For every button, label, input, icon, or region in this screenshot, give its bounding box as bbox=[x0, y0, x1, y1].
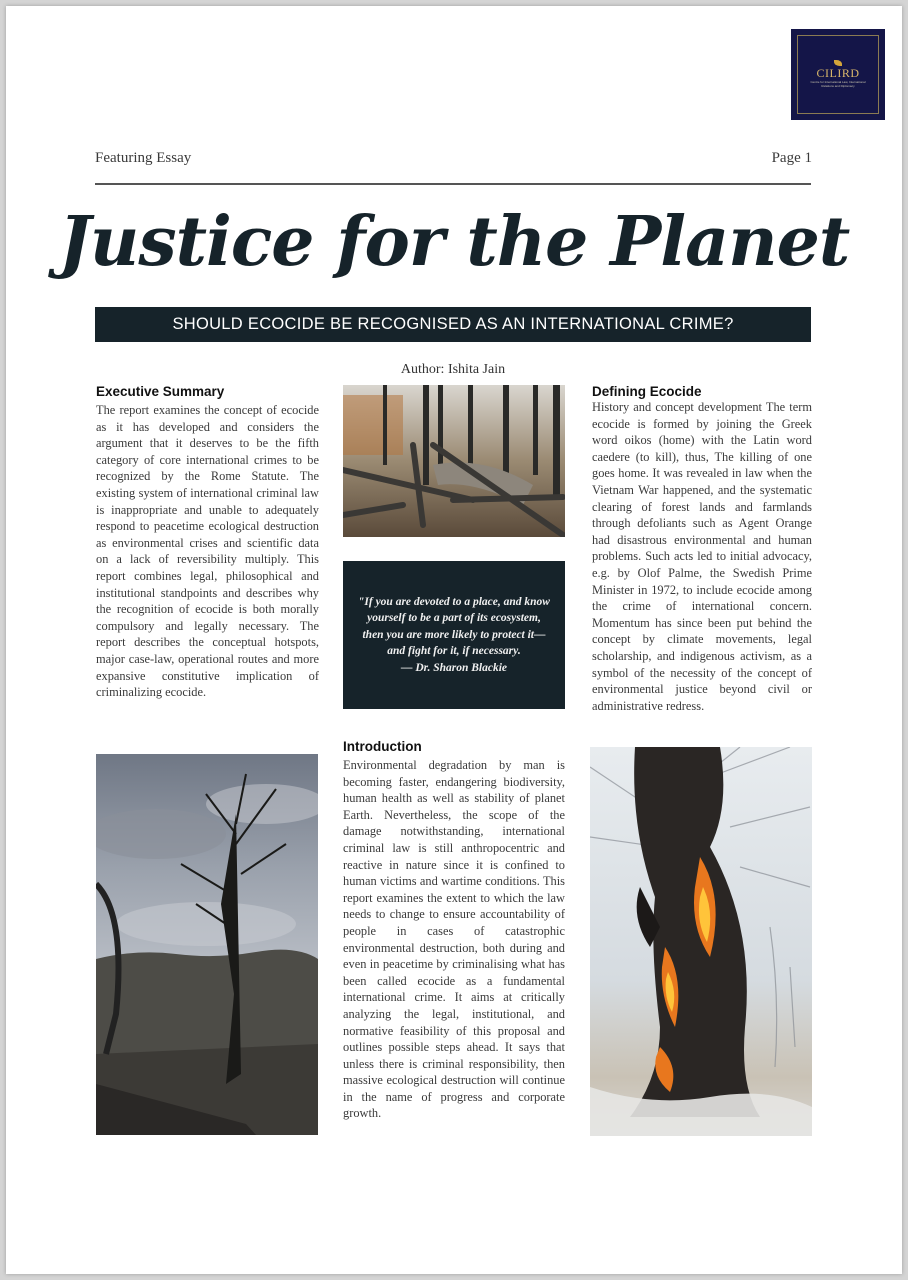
quote-text: "If you are devoted to a place, and know yourself to be a part of its ecosystem, then you are more likely to protect it—and fight for it, if necessary. bbox=[358, 595, 550, 658]
section-label: Featuring Essay bbox=[95, 150, 192, 166]
introduction-heading: Introduction bbox=[343, 739, 422, 754]
introduction-section bbox=[343, 739, 565, 1122]
cilird-logo bbox=[791, 29, 885, 120]
author-line: Author: Ishita Jain bbox=[400, 362, 506, 377]
logo-name: CILIRD bbox=[816, 66, 860, 81]
executive-summary-text: The report examines the concept of ecocide as it has developed and considers the argument that it deserves to be the fifth category of core international crimes to be recognized by the Rome Statute. The existing system of international criminal law is inappropriate and unable to adequately respond to peacetime ecological destruction as environmental crises and scientific data on a lack of reversibility multiply. This report combines legal, philosophical and institutional standpoints and describes why the recognition of ecocide is both morally compulsory and legally necessary. The report describes the conceptual hotspots, major case-law, operational routes and more expansive constitutive implication of criminalizing ecocide. bbox=[96, 403, 319, 700]
header-divider bbox=[95, 183, 811, 185]
logo-subtitle: Centre for International Law, International Relations and Diplomacy bbox=[810, 80, 866, 88]
logo-frame bbox=[797, 35, 879, 114]
pull-quote bbox=[343, 561, 565, 709]
introduction-text: Environmental degradation by man is becoming faster, endangering biodiversity, human health as well as stability of planet Earth. Nevertheless, the scope of the damage notwithstanding, international criminal law is still anthropocentric and reactive in nature since it is confined to human victims and wartime conditions. This report examines the extent to which the law needs to change to ensure accountability of people in cases of catastrophic environmental destruction, both during and even in peacetime by criminalising what has been called ecocide as a fundamental international crime. It aims at critically analyzing the legal, institutional, and normative feasibility of this proposal and outlines possible steps ahead. It says that unless there is criminal responsibility, then massive ecological destruction will continue in the name of progress and corporate growth. bbox=[343, 758, 565, 1121]
dead-tree-photo bbox=[96, 754, 318, 1135]
executive-summary-section bbox=[96, 384, 319, 701]
defining-ecocide-heading: Defining Ecocide bbox=[592, 384, 702, 399]
document-page bbox=[6, 6, 902, 1274]
defining-ecocide-section bbox=[592, 384, 812, 714]
page-number: Page 1 bbox=[771, 150, 812, 166]
fallen-forest-photo bbox=[343, 385, 565, 537]
burning-tree-photo bbox=[590, 747, 812, 1136]
defining-ecocide-text: History and concept development The term ecocide is formed by joining the Greek word oikos (home) with the Latin word caedere (to kill), thus, The killing of one goes home. It was revealed in law when the Vietnam War happened, and the systematic clearing of forest lands and farmlands through defoliants such as Agent Orange had disastrous environmental and human problems. Such acts led to initial advocacy, e.g. by Olof Palme, the Swedish Prime Minister in 1972, to include ecocide among the crime of international concern. Momentum has since been put behind the concept by climate movements, legal scholarship, and indigenous activism, as a symbol of the necessity of the concept of environmental justice beyond civil or administrative redress. bbox=[592, 400, 812, 713]
executive-summary-heading: Executive Summary bbox=[96, 384, 225, 399]
quote-attribution: — Dr. Sharon Blackie bbox=[400, 661, 508, 674]
page-title: Justice for the Planet bbox=[58, 202, 850, 282]
subtitle-banner: SHOULD ECOCIDE BE RECOGNISED AS AN INTERNATIONAL CRIME? bbox=[95, 307, 811, 342]
